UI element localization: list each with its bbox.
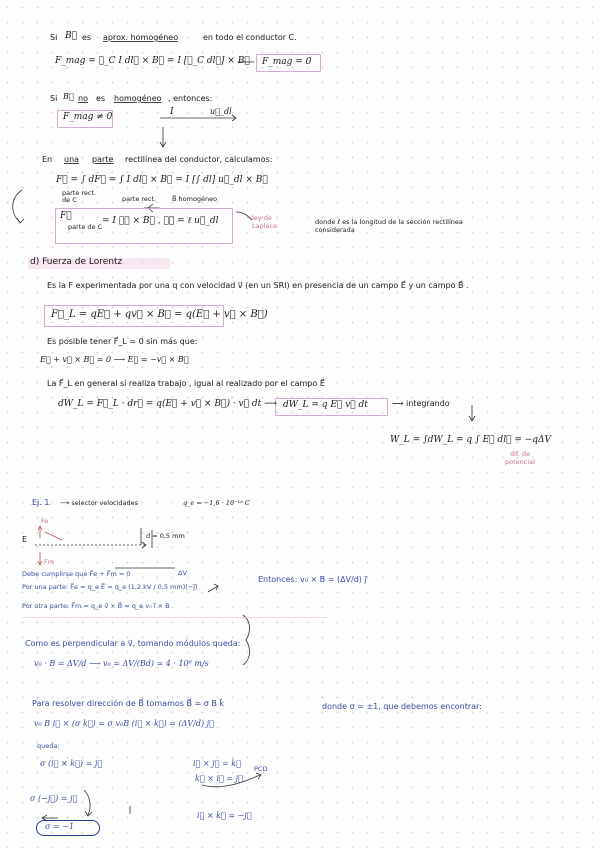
equation: σ (i⃗ × k⃗) = j⃗ xyxy=(40,759,103,768)
text: Si xyxy=(50,33,58,42)
equation: σ (−j⃗) = j⃗ xyxy=(30,794,78,803)
section-heading: d) Fuerza de Lorentz xyxy=(30,257,123,267)
equation: E⃗ + v⃗ × B⃗ = 0 ⟶ E⃗ = −v⃗ × B⃗ xyxy=(40,355,189,364)
text: Si xyxy=(50,94,58,103)
text: q_e = −1,6 · 10⁻¹⁹ C xyxy=(183,499,250,507)
text: parte rect. de C xyxy=(62,189,97,205)
equation: = I ℓ⃗ × B⃗ , ℓ⃗ = ℓ u⃗_dl xyxy=(102,216,219,226)
text: Es la F experimentada por una q con velocidad v⃗ (en un SRI) en presencia de un campo E⃗ y un campo B⃗ . xyxy=(47,281,469,290)
text: no xyxy=(78,94,88,103)
text: parte rect. xyxy=(122,195,157,203)
equation: F_mag = ∮_C I dl⃗ × B⃗ = I [∮_C dl⃗] × B⃗ xyxy=(55,56,250,66)
text: es xyxy=(96,94,106,103)
text: Por otra parte: F⃗m = q_e v⃗ × B⃗ = q_e v₀ i⃗ × B xyxy=(22,602,170,610)
text: B⃗ homogéneo xyxy=(172,195,218,203)
vector-b: B⃗ xyxy=(63,92,74,101)
text: aprox. homogéneo xyxy=(103,33,179,42)
result: σ = −1 xyxy=(45,822,75,831)
equation: v₀ B i⃗ × (σ k⃗) = σ v₀B (i⃗ × k⃗) = (ΔV/d) j⃗ xyxy=(34,719,214,728)
annotation: ley de Laplace xyxy=(252,214,278,231)
text: ΔV xyxy=(178,569,187,577)
equation: i⃗ × k⃗ = −j⃗ xyxy=(197,811,252,820)
text: Fe xyxy=(41,517,49,525)
text: En xyxy=(42,155,53,164)
equation: v₀ · B = ΔV/d ⟶ v₀ = ΔV/(Bd) ≃ 4 · 10⁶ m/s xyxy=(34,659,209,668)
text: Para resolver dirección de B⃗ tomamos B⃗ = σ B k⃗ xyxy=(32,699,225,708)
result: dW_L = q E⃗ v⃗ dt xyxy=(283,400,368,410)
text: Por una parte: F⃗e = q_e E⃗ = q_e (1,2 kV / 0,5 mm)(−j⃗) xyxy=(22,583,198,591)
text: es xyxy=(82,33,92,42)
equation: k⃗ × i⃗ = j⃗ xyxy=(195,774,243,783)
equation: W_L = ∫dW_L = q ∫ E⃗ dl⃗ = −qΔV xyxy=(390,435,552,445)
text: donde σ = ±1, que debemos encontrar: xyxy=(322,702,482,711)
vector-b: B⃗ xyxy=(65,31,78,41)
text: , entonces: xyxy=(168,94,213,103)
text: E xyxy=(22,535,28,544)
text: I xyxy=(170,107,174,117)
text: queda: xyxy=(37,742,60,750)
text: parte xyxy=(92,155,114,164)
text: Ej. 1 xyxy=(32,498,50,507)
result: F_mag ≠ 0 xyxy=(63,112,113,122)
text: PCD xyxy=(254,765,268,773)
text: donde ℓ es la longitud de la sección rectilínea considerada xyxy=(315,218,463,235)
equation: i⃗ × j⃗ = k⃗ xyxy=(193,759,241,768)
text: Debe cumplirse que F⃗e + F⃗m = 0 xyxy=(22,570,131,578)
text: ⟶ selector velocidades xyxy=(60,499,139,507)
text: una xyxy=(64,155,80,164)
text: parte de C xyxy=(68,223,103,231)
equation: F⃗ = ∫ dF⃗ = ∫ I dl⃗ × B⃗ = I [∫ dl] u⃗_dl × B⃗ xyxy=(56,175,268,185)
annotation: dif. de potencial xyxy=(505,450,535,467)
text: Es posible tener F⃗_L = 0 sin más que: xyxy=(47,337,198,346)
text: u⃗_dl xyxy=(210,107,232,116)
text: Entonces: v₀ × B = (ΔV/d) j⃗ xyxy=(258,575,367,584)
text: d = 0,5 mm xyxy=(146,532,185,540)
divider xyxy=(22,617,327,618)
text: La F⃗_L en general sí realiza trabajo , igual al realizado por el campo E⃗ xyxy=(47,379,325,388)
text: ⟶ integrando xyxy=(392,399,450,408)
text: en todo el conductor C. xyxy=(203,33,297,42)
text: Como es perpendicular a v⃗, tomando módulos queda: xyxy=(25,639,241,648)
text: homogéneo xyxy=(114,94,162,103)
text: rectilínea del conductor, calculamos: xyxy=(125,155,273,164)
equation: dW_L = F⃗_L · dr⃗ = q(E⃗ + v⃗ × B⃗) · v⃗ dt ⟶ xyxy=(58,399,278,409)
text: Fm xyxy=(44,558,55,566)
equation: F⃗_L = qE⃗ + qv⃗ × B⃗ = q(E⃗ + v⃗ × B⃗) xyxy=(51,309,268,320)
result: F_mag = 0 xyxy=(262,57,312,67)
text: F⃗ xyxy=(60,211,72,221)
